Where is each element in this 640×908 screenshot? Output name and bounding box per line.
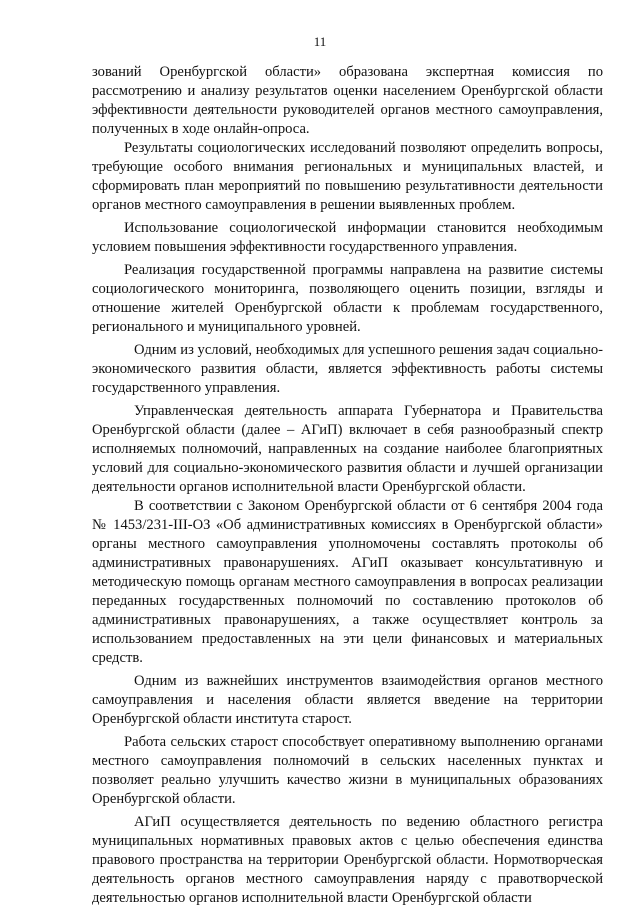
document-body: [92, 63, 603, 908]
paragraph-agip-activity: Управленческая деятельность аппарата Губернатора и Правительства Оренбургской области (далее – АГиП) включает в себя разнообразный спектр исполняемых полномочий, направленных на создание наиболее благоприятных условий для социально-экономического развития области и лучшей организации деятельности органов исполнительной власти Оренбургской области.: [92, 403, 603, 495]
paragraph-continuation: зований Оренбургской области» образована экспертная комиссия по рассмотрению и анализу результатов оценки населением Оренбургской области эффективности деятельности руководителей органов местного самоуправления, полученных в ходе онлайн-опроса.: [92, 64, 603, 137]
paragraph-register: АГиП осуществляется деятельность по ведению областного регистра муниципальных нормативных правовых актов с целью обеспечения единства правового пространства на территории Оренбургской области. Нормотворческая деятельность органов местного самоуправления наряду с правотворческой деятельностью органов исполнительной власти Оренбургской области: [92, 814, 603, 906]
page-number: 11: [313, 34, 327, 49]
paragraph-sociological-information: Использование социологической информации становится необходимым условием повышения эффективности государственного управления.: [92, 220, 603, 255]
paragraph-conditions: Одним из условий, необходимых для успешного решения задач социально-экономического развития области, является эффективность работы системы государственного управления.: [92, 342, 603, 396]
paragraph-law-reference: В соответствии с Законом Оренбургской области от 6 сентября 2004 года № 1453/231-III-ОЗ «Об административных комиссиях в Оренбургской области» органы местного самоуправления уполномочены составлять протоколы об административных правонарушениях. АГиП оказывает консультативную и методическую помощь органам местного самоуправления в вопросах реализации переданных государственных полномочий по составлению протоколов об административных правонарушениях, а также осуществляет контроль за использованием предоставленных на эти цели финансовых и материальных средств.: [92, 498, 603, 666]
paragraph-sociological-results: Результаты социологических исследований позволяют определить вопросы, требующие особого внимания региональных и муниципальных властей, и сформировать план мероприятий по повышению результативности деятельности органов местного самоуправления в решении выявленных проблем.: [92, 140, 603, 213]
paragraph-village-heads-work: Работа сельских старост способствует оперативному выполнению органами местного самоуправления полномочий в сельских населенных пунктах и позволяет реально улучшить качество жизни в муниципальных образованиях Оренбургской области.: [92, 734, 603, 807]
paragraph-village-heads-institute: Одним из важнейших инструментов взаимодействия органов местного самоуправления и населения области является введение на территории Оренбургской области института старост.: [92, 673, 603, 727]
paragraph-state-program: Реализация государственной программы направлена на развитие системы социологического мониторинга, позволяющего оценить позиции, взгляды и отношение жителей Оренбургской области к проблемам государственного, регионального и муниципального уровней.: [92, 262, 603, 335]
